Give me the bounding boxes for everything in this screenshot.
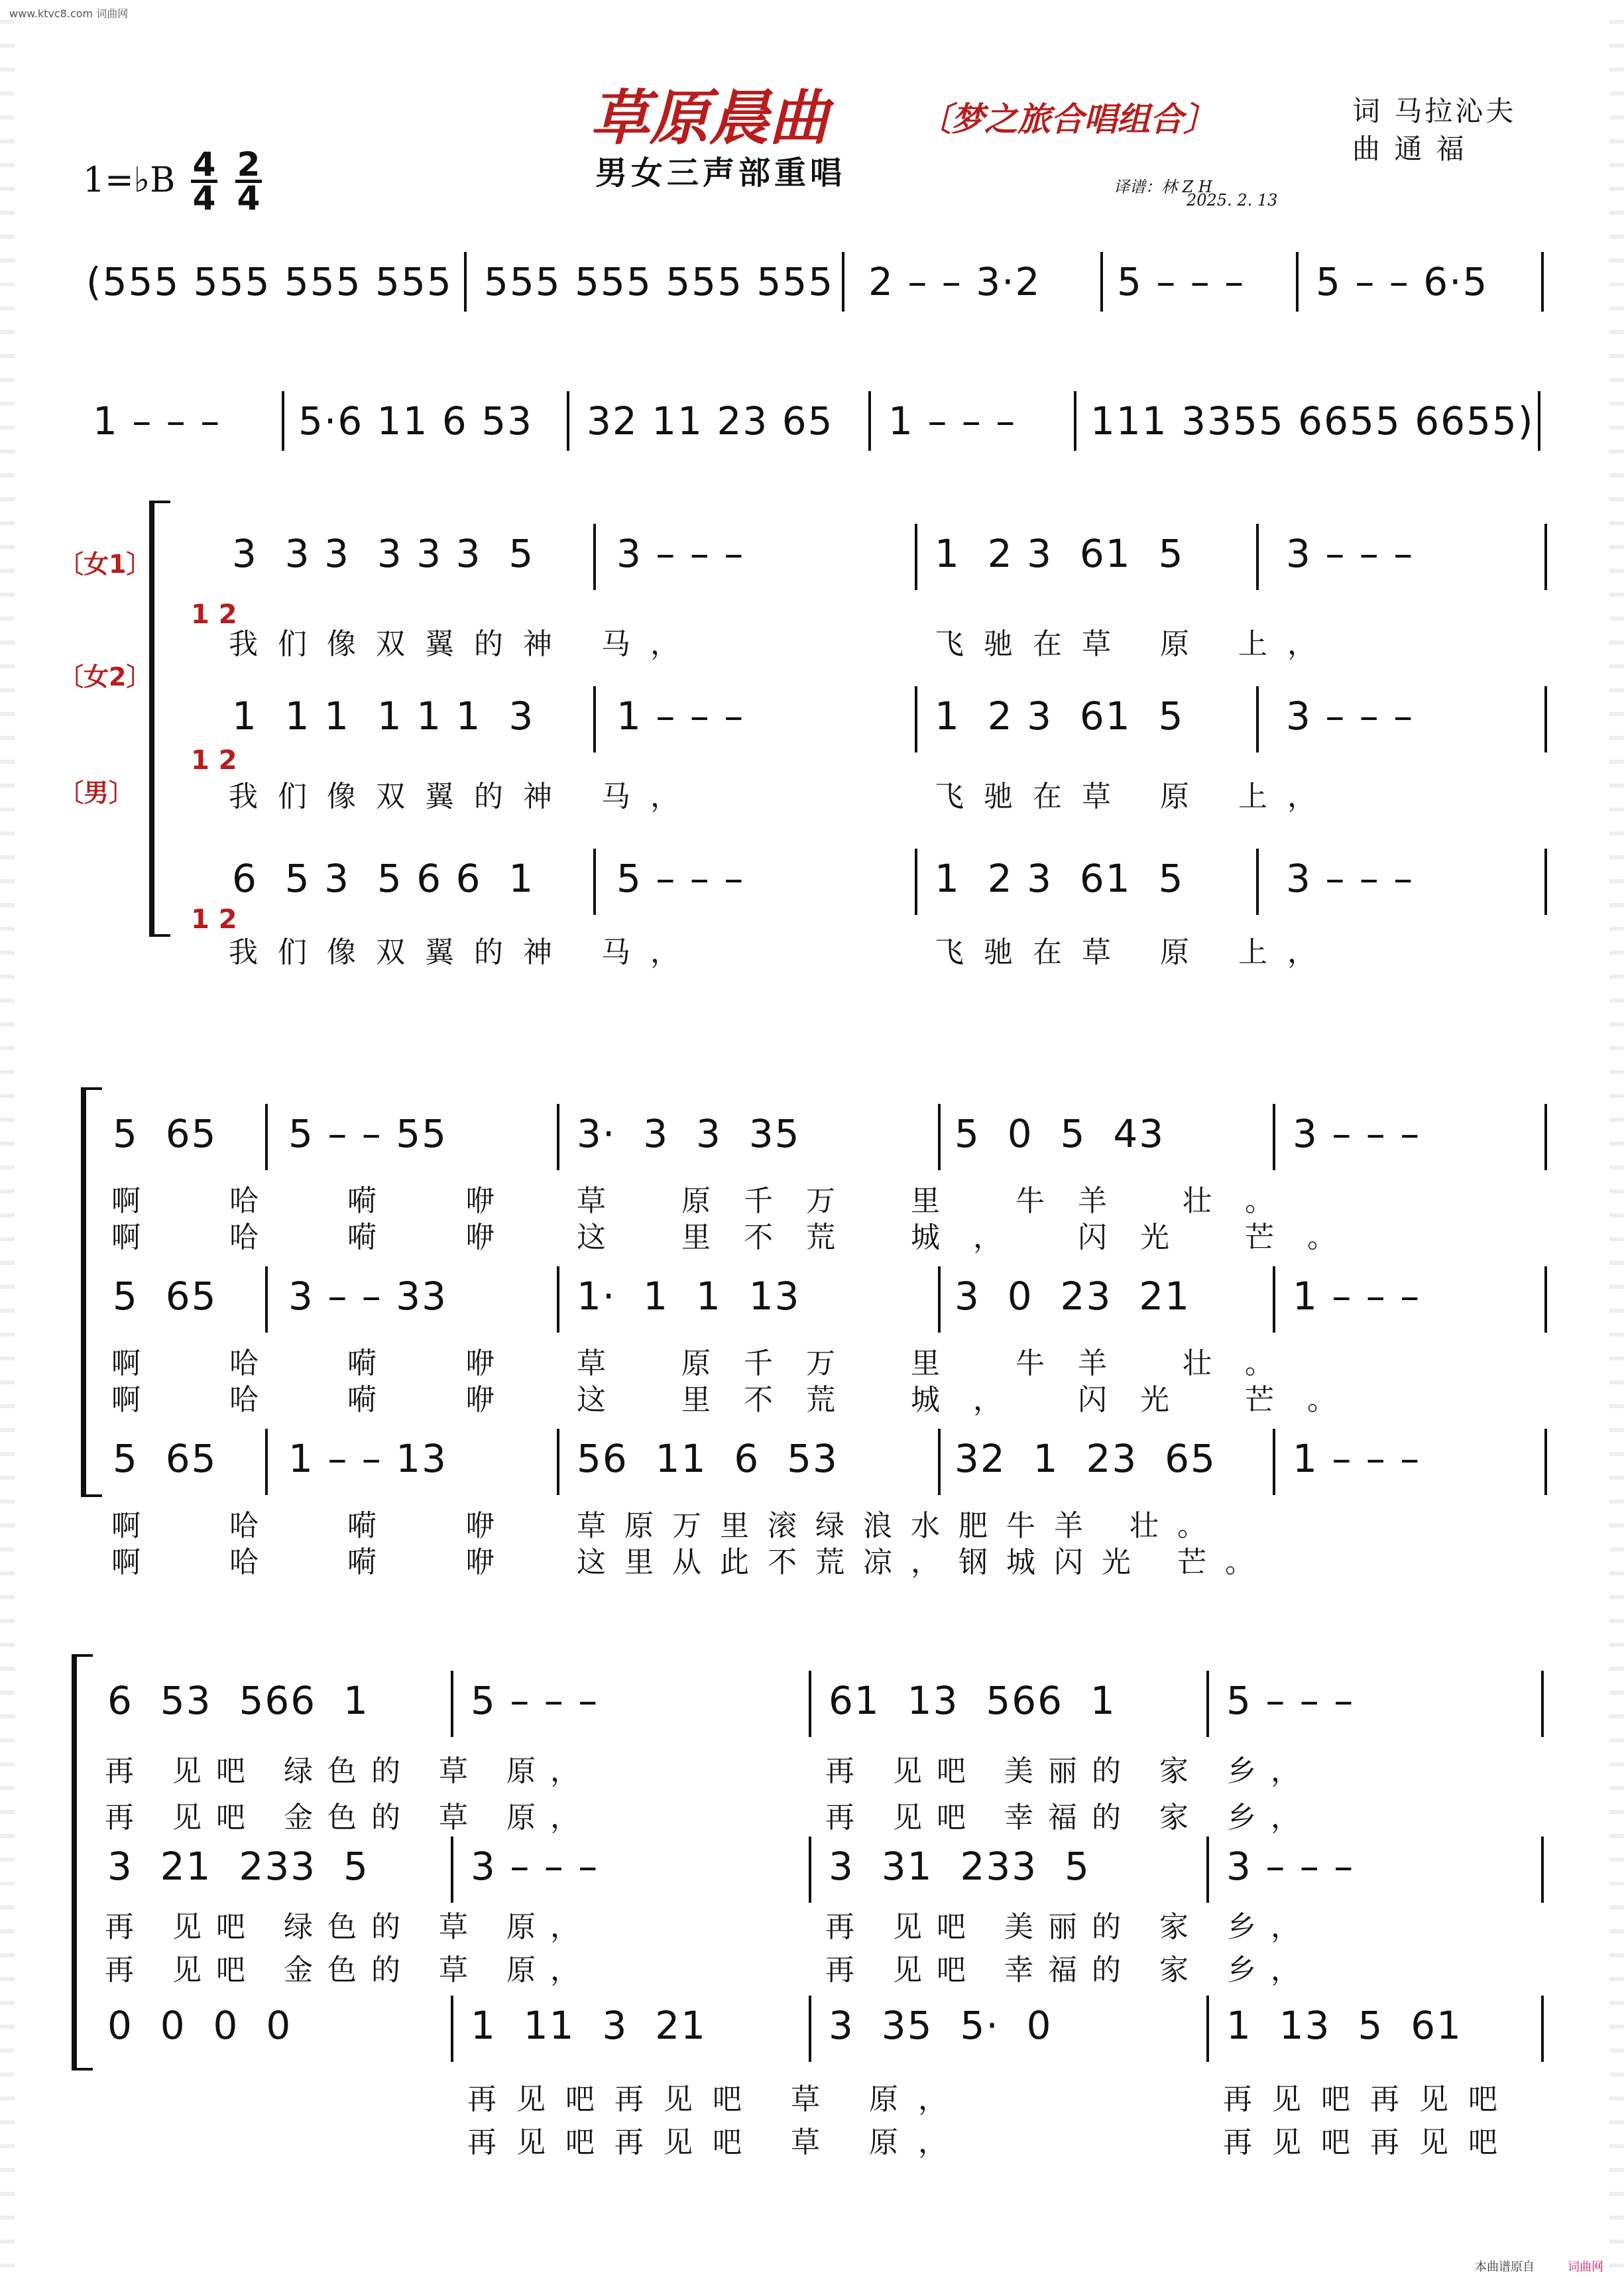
lyric: 飞驰在草 原 上， [935, 780, 1336, 813]
barline [593, 849, 596, 915]
part-label-female-1: 〔女1〕 [58, 550, 152, 579]
measure: 1 – – – [1293, 1274, 1421, 1319]
barline [265, 1266, 268, 1333]
left-decorative-strip [0, 0, 15, 2284]
lyric: 啊 哈 嗬 咿 [111, 1184, 534, 1218]
lyric: 再见吧再见吧 草 原， [467, 2082, 967, 2116]
measure: 1 2 3 61 5 [935, 856, 1185, 901]
measure: 3 31 233 5 [829, 1844, 1090, 1889]
system-bracket [72, 1654, 93, 2071]
barline [567, 391, 569, 451]
measure: 1 – – – [616, 693, 745, 739]
measure: 1 2 3 61 5 [935, 531, 1185, 576]
lyric: 再 见吧 绿色的 草 原， [105, 1754, 594, 1788]
measure: 5 – – – [1226, 1678, 1355, 1723]
measure: 32 1 23 65 [955, 1436, 1216, 1481]
barline [1256, 686, 1259, 752]
barline [1256, 524, 1259, 590]
barline [938, 1266, 941, 1333]
lyric: 啊 哈 嗬 咿 [111, 1509, 534, 1543]
intro-line-2 [93, 391, 1558, 451]
barline [1256, 849, 1259, 915]
lyric: 这 里不荒 城， 闪光 芒。 [577, 1221, 1369, 1254]
lyric: 再见吧再见吧 [1223, 2082, 1517, 2116]
measure: 1 2 3 61 5 [935, 693, 1185, 739]
measure: 3 – – – [471, 1844, 599, 1889]
measure: 3 21 233 5 [107, 1844, 369, 1889]
barline [1296, 252, 1299, 312]
measure: 0 0 0 0 [107, 2003, 292, 2048]
measure: 3 3 3 3 3 3 5 [232, 531, 535, 576]
measure: 1 – – – [93, 398, 221, 444]
measure: 5 – – – [1117, 259, 1246, 304]
lyric: 再 见吧 幸福的 家 乡， [825, 1801, 1314, 1834]
measure: 3 – – – [1293, 1111, 1421, 1156]
song-title: 草原晨曲 [590, 83, 829, 153]
barline [1273, 1429, 1275, 1495]
measure: 5 – – – [471, 1678, 599, 1723]
barline [557, 1266, 559, 1333]
right-decorative-strip [1609, 0, 1624, 2284]
time-signature-4-4: 4 4 [191, 149, 217, 213]
barline [1206, 1836, 1209, 1903]
barline [593, 524, 596, 590]
time-signature-2-4: 2 4 [235, 149, 262, 213]
lyric: 再 见吧 美丽的 家 乡， [825, 1754, 1314, 1788]
barline [915, 686, 917, 752]
measure: 1 11 3 21 [471, 2003, 707, 2048]
barline [809, 1836, 811, 1903]
lyric: 草 原千万 里 牛羊 壮。 [577, 1347, 1307, 1380]
lyric: 再 见吧 金色的 草 原， [105, 1953, 594, 1987]
measure: 1 – – – [888, 398, 1017, 444]
measure: 6 5 3 5 6 6 1 [232, 856, 535, 901]
footer-site[interactable]: 词曲网 [1568, 2260, 1603, 2274]
barline [1544, 1429, 1547, 1495]
barline [557, 1104, 559, 1170]
arrange-date: 2025. 2. 13 [1187, 191, 1278, 210]
barline [1541, 1996, 1544, 2062]
lyric: 草原万里滚绿浪水肥牛羊 壮。 [577, 1509, 1225, 1543]
intro-line-1 [86, 252, 1551, 312]
composer: 曲 通 福 [1352, 133, 1467, 165]
lyric: 草 原千万 里 牛羊 壮。 [577, 1184, 1307, 1218]
measure: 111 3355 6655 6655) [1090, 398, 1535, 444]
barline [809, 1671, 811, 1737]
footer-source: 本曲谱原自 [1475, 2260, 1535, 2274]
barline [1206, 1671, 1209, 1737]
barline [868, 391, 871, 451]
measure: 3 – – 33 [288, 1274, 448, 1319]
lyric: 啊 哈 嗬 咿 [111, 1545, 534, 1579]
measure: 3 – – – [1286, 693, 1415, 739]
barline [1100, 252, 1103, 312]
lyric: 再 见吧 绿色的 草 原， [105, 1910, 594, 1944]
barline [265, 1104, 268, 1170]
measure: 5 – – 6·5 [1316, 259, 1489, 304]
measure: 1 13 5 61 [1226, 2003, 1463, 2048]
source-url: www.ktvc8.com 词曲网 [9, 7, 129, 20]
part-label-female-2: 〔女2〕 [58, 662, 152, 691]
barline [1541, 252, 1544, 312]
barline [1206, 1996, 1209, 2062]
lyric: 啊 哈 嗬 咿 [111, 1347, 534, 1380]
measure: 56 11 6 53 [577, 1436, 839, 1481]
barline [1541, 1836, 1544, 1903]
lyric: 再 见吧 幸福的 家 乡， [825, 1953, 1314, 1987]
verse-mark: 1 2 [191, 599, 237, 630]
barline [938, 1429, 941, 1495]
lyric: 飞驰在草 原 上， [935, 935, 1336, 969]
measure: 5 65 [113, 1111, 217, 1156]
sys1-part2 [166, 686, 1558, 746]
sys1-part3 [166, 849, 1558, 908]
barline [265, 1429, 268, 1495]
lyric: 我们像双翼的神 马， [229, 780, 699, 813]
verse-mark: 1 2 [191, 904, 237, 935]
measure: 32 11 23 65 [587, 398, 834, 444]
barline [451, 1671, 453, 1737]
sys3-part1 [99, 1671, 1558, 1730]
barline [1544, 1104, 1547, 1170]
arranger: 译谱：林 Z H [1114, 178, 1212, 196]
measure: 3 – – – [1286, 856, 1415, 901]
measure: 3 35 5· 0 [829, 2003, 1053, 2048]
barline [451, 1996, 453, 2062]
measure: 5 – – – [616, 856, 745, 901]
measure: 1 1 1 1 1 1 3 [232, 693, 535, 739]
lyric: 再 见吧 金色的 草 原， [105, 1801, 594, 1834]
sys2-part1 [99, 1104, 1558, 1164]
measure: 3 – – – [1226, 1844, 1355, 1889]
measure: 5 65 [113, 1436, 217, 1481]
part-label-male: 〔男〕 [58, 778, 135, 808]
barline [1544, 1266, 1547, 1333]
lyric: 啊 哈 嗬 咿 [111, 1221, 534, 1254]
barline [1273, 1104, 1275, 1170]
measure: 3· 3 3 35 [577, 1111, 801, 1156]
sys2-part2 [99, 1266, 1558, 1326]
arrangement-type: 男女三声部重唱 [595, 154, 846, 192]
measure: 3 – – – [1286, 531, 1415, 576]
barline [915, 849, 917, 915]
measure: 2 – – 3·2 [868, 259, 1041, 304]
measure: 1 – – – [1293, 1436, 1421, 1481]
lyric: 再见吧再见吧 草 原， [467, 2126, 967, 2159]
lyric: 这里从此不荒凉，钢城闪光 芒。 [577, 1545, 1273, 1579]
barline [1544, 524, 1547, 590]
barline [1538, 391, 1540, 451]
sys1-part1 [166, 524, 1558, 583]
key-signature: 1=♭B [83, 160, 176, 200]
measure: 61 13 566 1 [829, 1678, 1116, 1723]
measure: 1 – – 13 [288, 1436, 448, 1481]
performer-tag: 〔梦之旅合唱组合〕 [918, 100, 1216, 139]
measure: 3 – – – [616, 531, 745, 576]
barline [809, 1996, 811, 2062]
sys3-part3 [99, 1996, 1558, 2055]
barline [915, 524, 917, 590]
measure: 555 555 555 555 [484, 259, 835, 304]
measure: 3 0 23 21 [955, 1274, 1191, 1319]
verse-mark: 1 2 [191, 745, 237, 776]
barline [1273, 1266, 1275, 1333]
measure: 5·6 11 6 53 [298, 398, 534, 444]
lyric: 再 见吧 美丽的 家 乡， [825, 1910, 1314, 1944]
barline [842, 252, 844, 312]
measure: (555 555 555 555 [86, 259, 453, 304]
measure: 5 0 5 43 [955, 1111, 1165, 1156]
barline [938, 1104, 941, 1170]
barline [1074, 391, 1076, 451]
measure: 1· 1 1 13 [577, 1274, 801, 1319]
barline [557, 1429, 559, 1495]
barline [593, 686, 596, 752]
barline [464, 252, 467, 312]
lyric: 飞驰在草 原 上， [935, 627, 1336, 661]
measure: 6 53 566 1 [107, 1678, 369, 1723]
barline [1544, 686, 1547, 752]
lyric: 这 里不荒 城， 闪光 芒。 [577, 1383, 1369, 1417]
measure: 5 – – 55 [288, 1111, 448, 1156]
lyric: 我们像双翼的神 马， [229, 935, 699, 969]
barline [282, 391, 284, 451]
lyric: 再见吧再见吧 [1223, 2126, 1517, 2159]
lyric: 啊 哈 嗬 咿 [111, 1383, 534, 1417]
barline [451, 1836, 453, 1903]
measure: 5 65 [113, 1274, 217, 1319]
sys2-part3 [99, 1429, 1558, 1488]
lyricist: 词 马拉沁夫 [1352, 95, 1517, 127]
barline [1544, 849, 1547, 915]
lyric: 我们像双翼的神 马， [229, 627, 699, 661]
sys3-part2 [99, 1836, 1558, 1896]
barline [1541, 1671, 1544, 1737]
